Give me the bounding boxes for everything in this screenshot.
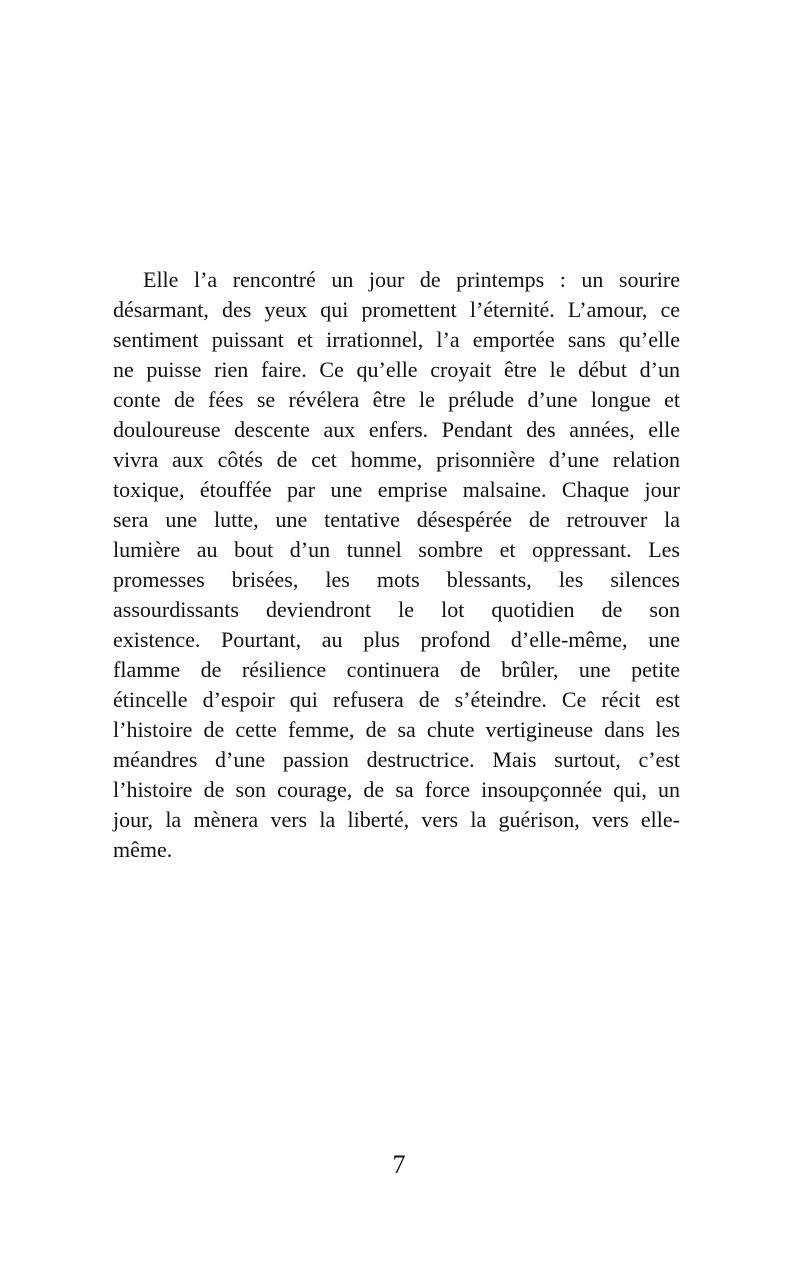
paragraph-line: désarmant, des yeux qui promettent l’éternité. L’amour, ce [113,297,680,322]
paragraph-line: vivra aux côtés de cet homme, prisonnière d’une relation [113,447,680,472]
body-paragraph [113,265,680,865]
paragraph-line: toxique, étouffée par une emprise malsaine. Chaque jour [113,477,680,502]
paragraph-line: lumière au bout d’un tunnel sombre et oppressant. Les [113,537,680,562]
paragraph-line: sentiment puissant et irrationnel, l’a emportée sans qu’elle [113,327,680,352]
paragraph-line: assourdissants deviendront le lot quotidien de son [113,597,680,622]
paragraph-line: conte de fées se révélera être le prélude d’une longue et [113,387,680,412]
paragraph-line: méandres d’une passion destructrice. Mais surtout, c’est [113,747,680,772]
paragraph-line: étincelle d’espoir qui refusera de s’éteindre. Ce récit est [113,687,680,712]
page-number: 7 [392,1150,406,1179]
paragraph-line: même. [113,837,173,862]
paragraph-line: sera une lutte, une tentative désespérée de retrouver la [113,507,680,532]
paragraph-line: flamme de résilience continuera de brûler, une petite [113,657,680,682]
paragraph-line: ne puisse rien faire. Ce qu’elle croyait être le début d’un [113,357,680,382]
paragraph-line: douloureuse descente aux enfers. Pendant des années, elle [113,417,680,442]
paragraph-line: existence. Pourtant, au plus profond d’elle-même, une [113,627,680,652]
paragraph-line: l’histoire de cette femme, de sa chute vertigineuse dans les [113,717,680,742]
paragraph-line: l’histoire de son courage, de sa force insoupçonnée qui, un [113,777,680,802]
paragraph-line: Elle l’a rencontré un jour de printemps : un sourire [143,267,680,292]
paragraph-line: jour, la mènera vers la liberté, vers la guérison, vers elle- [113,807,680,832]
paragraph-line: promesses brisées, les mots blessants, les silences [113,567,680,592]
